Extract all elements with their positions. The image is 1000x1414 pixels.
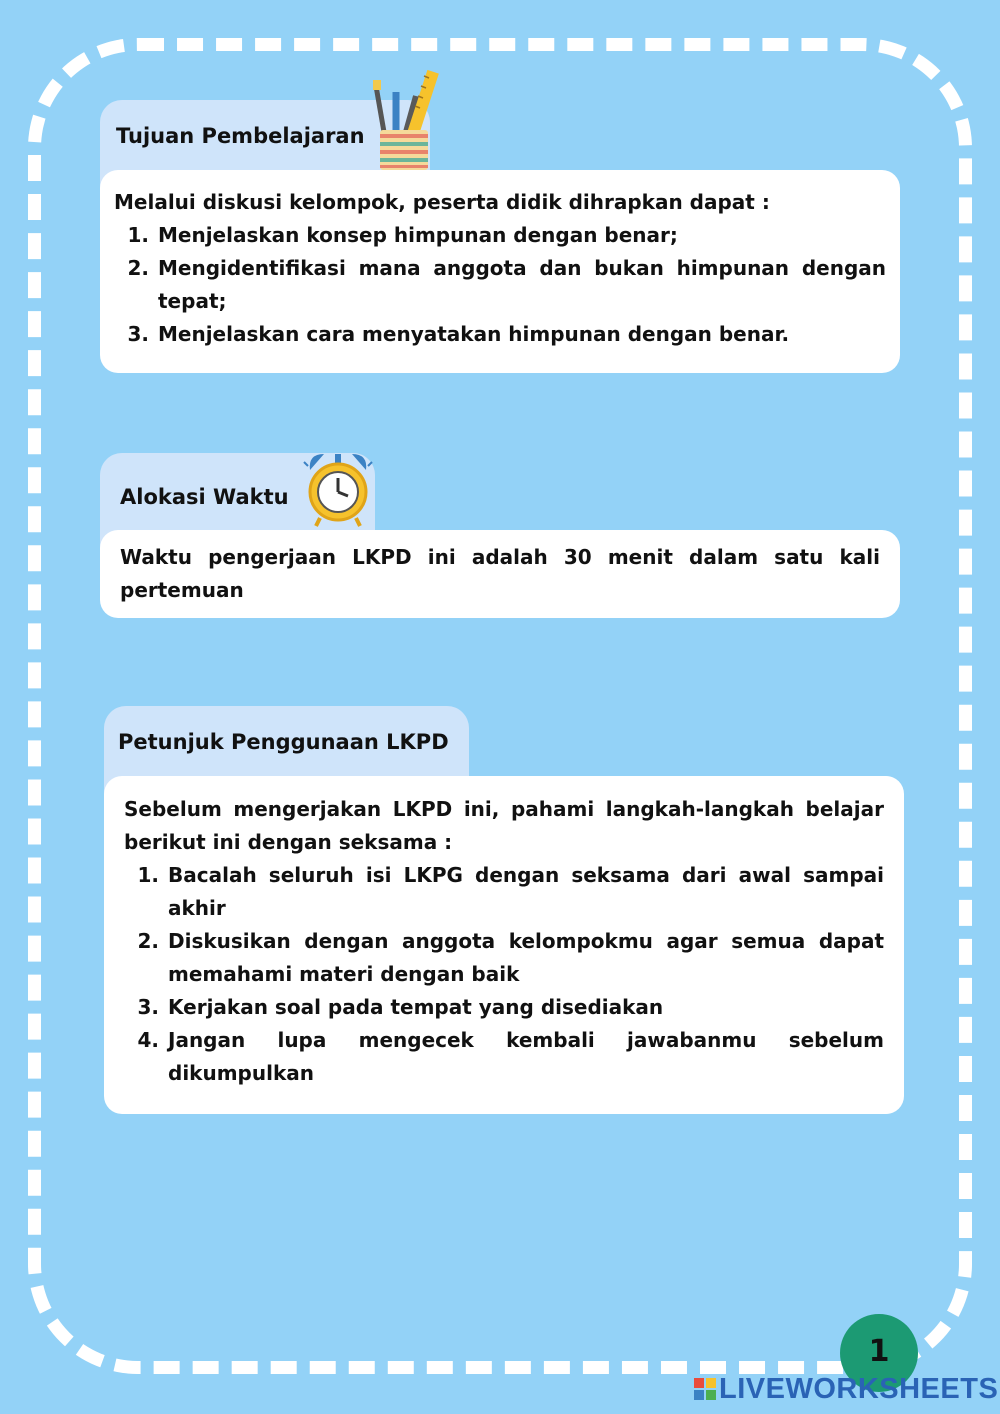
page-number-badge: 1 [840,1314,918,1392]
alarm-clock-icon [302,446,374,530]
list-item: 2. Mengidentifikasi mana anggota dan bukan himpunan dengan tepat; [156,252,886,318]
alokasi-card [100,530,900,618]
tujuan-list [114,219,886,351]
tujuan-title: Tujuan Pembelajaran [116,124,365,148]
alokasi-title: Alokasi Waktu [120,485,289,509]
list-item: 3. Kerjakan soal pada tempat yang disediakan [166,991,884,1024]
liveworksheets-watermark [694,1372,998,1406]
petunjuk-title: Petunjuk Penggunaan LKPD [118,730,449,754]
tujuan-card [100,170,900,373]
alokasi-text: Waktu pengerjaan LKPD ini adalah 30 menit dalam satu kali pertemuan [120,545,880,602]
petunjuk-list [124,859,884,1090]
petunjuk-intro: Sebelum mengerjakan LKPD ini, pahami langkah-langkah belajar berikut ini dengan seksama : [124,797,884,854]
watermark-text: LIVEWORKSHEETS [719,1372,999,1405]
tujuan-intro: Melalui diskusi kelompok, peserta didik dihrapkan dapat : [114,190,770,214]
list-item: 1. Menjelaskan konsep himpunan dengan benar; [156,219,886,252]
list-item: 1. Bacalah seluruh isi LKPG dengan seksama dari awal sampai akhir [166,859,884,925]
list-item: 2. Diskusikan dengan anggota kelompokmu agar semua dapat memahami materi dengan baik [166,925,884,991]
list-item: 4. Jangan lupa mengecek kembali jawabanmu sebelum dikumpulkan [166,1024,884,1090]
pencil-cup-icon [372,66,442,174]
liveworksheets-logo-icon [694,1378,716,1400]
petunjuk-card [104,776,904,1114]
list-item: 3. Menjelaskan cara menyatakan himpunan dengan benar. [156,318,886,351]
